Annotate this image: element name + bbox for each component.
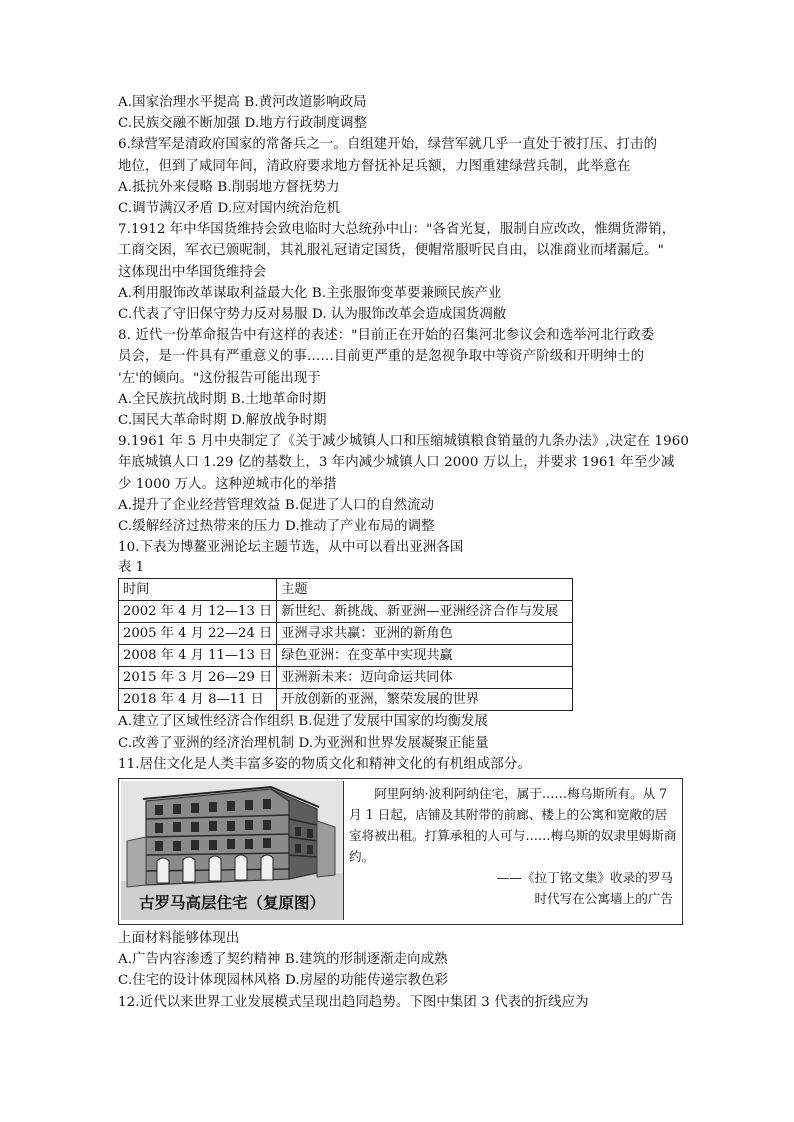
text-line: A.提升了企业经营管理效益 B.促进了人口的自然流动: [118, 497, 435, 513]
table-cell-time: 2015 年 3 月 26—29 日: [119, 667, 277, 689]
text-line: 工商交困，军衣已颁呢制，其礼服礼冠请定国货，便帽常服听民自由，以准商业而堵漏卮。": [118, 243, 664, 259]
text-line: C.代表了守旧保守势力反对易服 D. 认为服饰改革会造成国货凋敝: [118, 307, 507, 323]
text-line: 10.下表为博鳌亚洲论坛主题节选，从中可以看出亚洲各国: [118, 540, 464, 556]
table-cell-theme: 新世纪、新挑战、新亚洲—亚洲经济合作与发展: [277, 601, 573, 623]
text-line: C.缓解经济过热带来的压力 D.推动了产业布局的调整: [118, 519, 435, 535]
table-header-row: [119, 579, 573, 601]
table-cell-time: 2005 年 4 月 22—24 日: [119, 623, 277, 645]
question-text-block-mid: [118, 711, 683, 775]
quote-source-line1: ——《拉丁铭文集》收录的罗马: [496, 870, 673, 886]
text-line: 12.近代以来世界工业发展模式呈现出趋同趋势。下图中集团 3 代表的折线应为: [118, 994, 589, 1010]
text-line: A.广告内容渗透了契约精神 B.建筑的形制逐渐走向成熟: [118, 952, 448, 968]
table-cell-theme: 亚洲新未来：迈向命运共同体: [277, 667, 573, 689]
quote-source-line2: 时代写在公寓墙上的广告: [534, 891, 673, 907]
text-line: A.利用服饰改革谋取利益最大化 B.主张服饰变革要兼顾民族产业: [118, 285, 502, 301]
text-line: 9.1961 年 5 月中央制定了《关于减少城镇人口和压缩城镇粮食销量的九条办法》,决定在 1960: [118, 434, 690, 450]
text-line: 这体现出中华国货维持会: [118, 264, 267, 280]
table-cell-theme: 绿色亚洲：在变革中实现共赢: [277, 645, 573, 667]
table-header-time: 时间: [119, 579, 277, 601]
table-row: [119, 667, 573, 689]
inscription-quote: [349, 783, 677, 909]
table-row: [119, 623, 573, 645]
quote-text: 阿里阿纳·波利阿纳住宅，属于……梅乌斯所有。从 7 月 1 日起，店铺及其附带的前廊、楼上的公寓和宽敞的居室将被出租。打算承租的人可与……梅乌斯的奴隶里姆斯商约。: [349, 786, 677, 865]
photo-caption: 古罗马高层住宅（复原图）: [138, 894, 325, 913]
table-cell-theme: 开放创新的亚洲，繁荣发展的世界: [277, 689, 573, 711]
text-line: A.国家治理水平提高 B.黄河改道影响政局: [118, 95, 367, 110]
text-line: C.国民大革命时期 D.解放战争时期: [118, 413, 327, 429]
question-text-block-top: [118, 92, 690, 558]
text-line: 7.1912 年中华国货维持会致电临时大总统孙中山："各省光复，服制自应改改，惟绸货滞销，: [118, 222, 676, 238]
text-line: 上面材料能够体现出: [118, 931, 240, 947]
text-line: 8. 近代一份革命报告中有这样的表述："目前正在开始的召集河北参议会和选举河北行政委: [118, 328, 655, 344]
table-row: [119, 601, 573, 623]
table-caption: 表 1: [118, 560, 145, 576]
table-cell-time: 2008 年 4 月 11—13 日: [119, 645, 277, 667]
text-line: 11.居住文化是人类丰富多姿的物质文化和精神文化的有机组成部分。: [118, 756, 531, 772]
text-line: A.建立了区域性经济合作组织 B.促进了发展中国家的均衡发展: [118, 714, 489, 730]
table-cell-time: 2002 年 4 月 12—13 日: [119, 601, 277, 623]
roman-building-photo: [121, 781, 344, 920]
table-header-theme: 主题: [277, 579, 573, 601]
question-text-block-bottom: [118, 928, 683, 1013]
table-row: [119, 689, 573, 711]
forum-themes-table: [118, 578, 573, 711]
text-line: C.民族交融不断加强 D.地方行政制度调整: [118, 116, 368, 132]
text-line: A.抵抗外来侵略 B.削弱地方督抚势力: [118, 179, 340, 195]
text-line: C.住宅的设计体现园林风格 D.房屋的功能传递宗教色彩: [118, 973, 449, 989]
material-figure-box: [118, 778, 683, 925]
text-line: A.全民族抗战时期 B.土地革命时期: [118, 391, 327, 407]
table-cell-theme: 亚洲寻求共赢：亚洲的新角色: [277, 623, 573, 645]
text-line: 年底城镇人口 1.29 亿的基数上，3 年内减少城镇人口 2000 万以上，并要求 1961 年至少减: [118, 455, 675, 471]
exam-page: [118, 92, 690, 1013]
text-line: 员会，是一件具有严重意义的事……目前更严重的是忽视争取中等资产阶级和开明绅士的: [118, 349, 645, 365]
text-line: C.调节满汉矛盾 D.应对国内统治危机: [118, 201, 341, 217]
text-line: 6.绿营军是清政府国家的常备兵之一。自组建开始，绿营军就几乎一直处于被打压、打击的: [118, 137, 658, 153]
text-line: 地位，但到了咸同年间，清政府要求地方督抚补足兵额，力图重建绿营兵制，此举意在: [118, 158, 631, 174]
text-line: 少 1000 万人。这种逆城市化的举措: [118, 476, 337, 492]
table-cell-time: 2018 年 4 月 8—11 日: [119, 689, 277, 711]
table-row: [119, 645, 573, 667]
text-line: C.改善了亚洲的经济治理机制 D.为亚洲和世界发展凝聚正能量: [118, 735, 489, 751]
text-line: '左'的倾向。"这份报告可能出现于: [118, 370, 321, 386]
